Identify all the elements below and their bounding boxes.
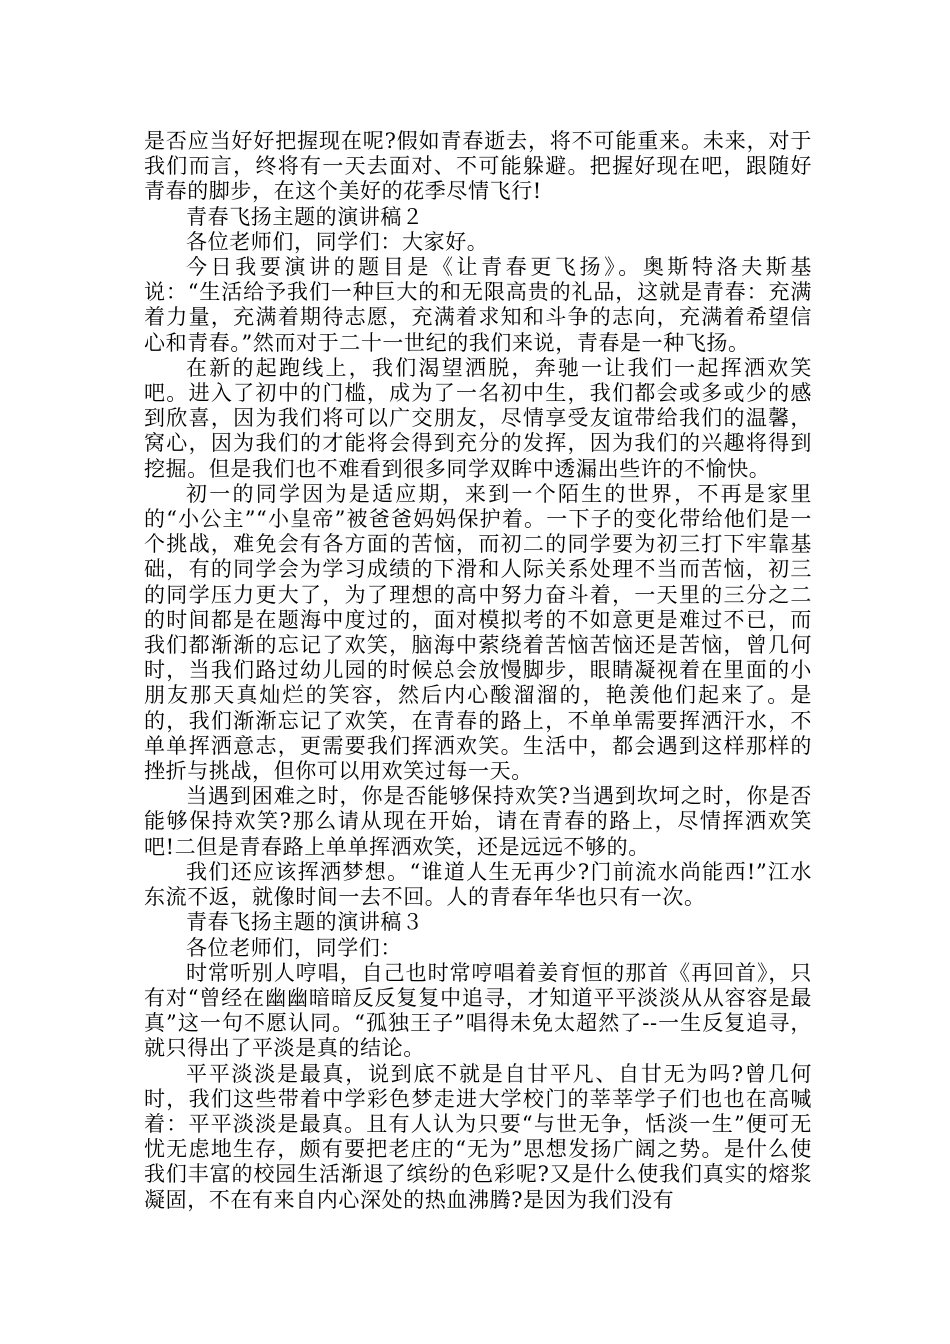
paragraph: 时常听别人哼唱，自己也时常哼唱着姜育恒的那首《再回首》，只有对“曾经在幽幽暗暗反反复复中追寻，才知道平平淡淡从从容容是最真”这一句不愿认同。“孤独王子”唱得未免太超然了--一生反复追寻，就只得出了平淡是真的结论。	[144, 960, 812, 1061]
speech-title-2: 青春飞扬主题的演讲稿２	[186, 204, 424, 229]
paragraph: 今日我要演讲的题目是《让青春更飞扬》。奥斯特洛夫斯基说：“生活给予我们一种巨大的和无限高贵的礼品，这就是青春：充满着力量，充满着期待志愿，充满着求知和斗争的志向，充满着希望信心和青春。”然而对于二十一世纪的我们来说，青春是一种飞扬。	[144, 255, 812, 355]
paragraph: 在新的起跑线上，我们渴望洒脱，奔驰一让我们一起挥洒欢笑吧。进入了初中的门槛，成为了一名初中生，我们都会或多或少的感到欣喜，因为我们将可以广交朋友，尽情享受友谊带给我们的温馨，窝心，因为我们的才能将会得到充分的发挥，因为我们的兴趣将得到挖掘。但是我们也不难看到很多同学双眸中透漏出些许的不愉快。	[144, 355, 812, 481]
paragraph: 我们还应该挥洒梦想。“谁道人生无再少?门前流水尚能西!”江水东流不返，就像时间一去不回。人的青春年华也只有一次。	[144, 859, 812, 910]
paragraph: 初一的同学因为是适应期，来到一个陌生的世界，不再是家里的“小公主”“小皇帝”被爸爸妈妈保护着。一下子的变化带给他们是一个挑战，难免会有各方面的苦恼，而初二的同学要为初三打下牢靠基础，有的同学会为学习成绩的下滑和人际关系处理不当而苦恼，初三的同学压力更大了，为了理想的高中努力奋斗着，一天里的三分之二的时间都是在题海中度过的，面对模拟考的不如意更是难过不已，而我们都渐渐的忘记了欢笑，脑海中萦绕着苦恼苦恼还是苦恼，曾几何时，当我们路过幼儿园的时候总会放慢脚步，眼睛凝视着在里面的小朋友那天真灿烂的笑容，然后内心酸溜溜的，艳羡他们起来了。是的，我们渐渐忘记了欢笑，在青春的路上，不单单需要挥洒汗水，不单单挥洒意志，更需要我们挥洒欢笑。生活中，都会遇到这样那样的挫折与挑战，但你可以用欢笑过每一天。	[144, 481, 812, 784]
salutation-2: 各位老师们，同学们：大家好。	[186, 229, 489, 254]
document-body	[144, 129, 812, 1213]
paragraph: 平平淡淡是最真，说到底不就是自甘平凡、自甘无为吗?曾几何时，我们这些带着中学彩色梦走进大学校门的莘莘学子们也也在高喊着：平平淡淡是最真。且有人认为只要“与世无争，恬淡一生”便可无忧无虑地生存，颇有要把老庄的“无为”思想发扬广阔之势。是什么使我们丰富的校园生活渐退了缤纷的色彩呢?又是什么使我们真实的熔浆凝固，不在有来自内心深处的热血沸腾?是因为我们没有	[144, 1061, 812, 1212]
speech-title-3: 青春飞扬主题的演讲稿３	[186, 910, 424, 935]
paragraph-continued: 是否应当好好把握现在呢?假如青春逝去，将不可能重来。未来，对于我们而言，终将有一天去面对、不可能躲避。把握好现在吧，跟随好青春的脚步，在这个美好的花季尽情飞行!	[144, 129, 812, 204]
paragraph: 当遇到困难之时，你是否能够保持欢笑?当遇到坎坷之时，你是否能够保持欢笑?那么请从现在开始，请在青春的路上，尽情挥洒欢笑吧!二但是青春路上单单挥洒欢笑，还是远远不够的。	[144, 784, 812, 859]
salutation-3: 各位老师们，同学们：	[186, 935, 402, 960]
